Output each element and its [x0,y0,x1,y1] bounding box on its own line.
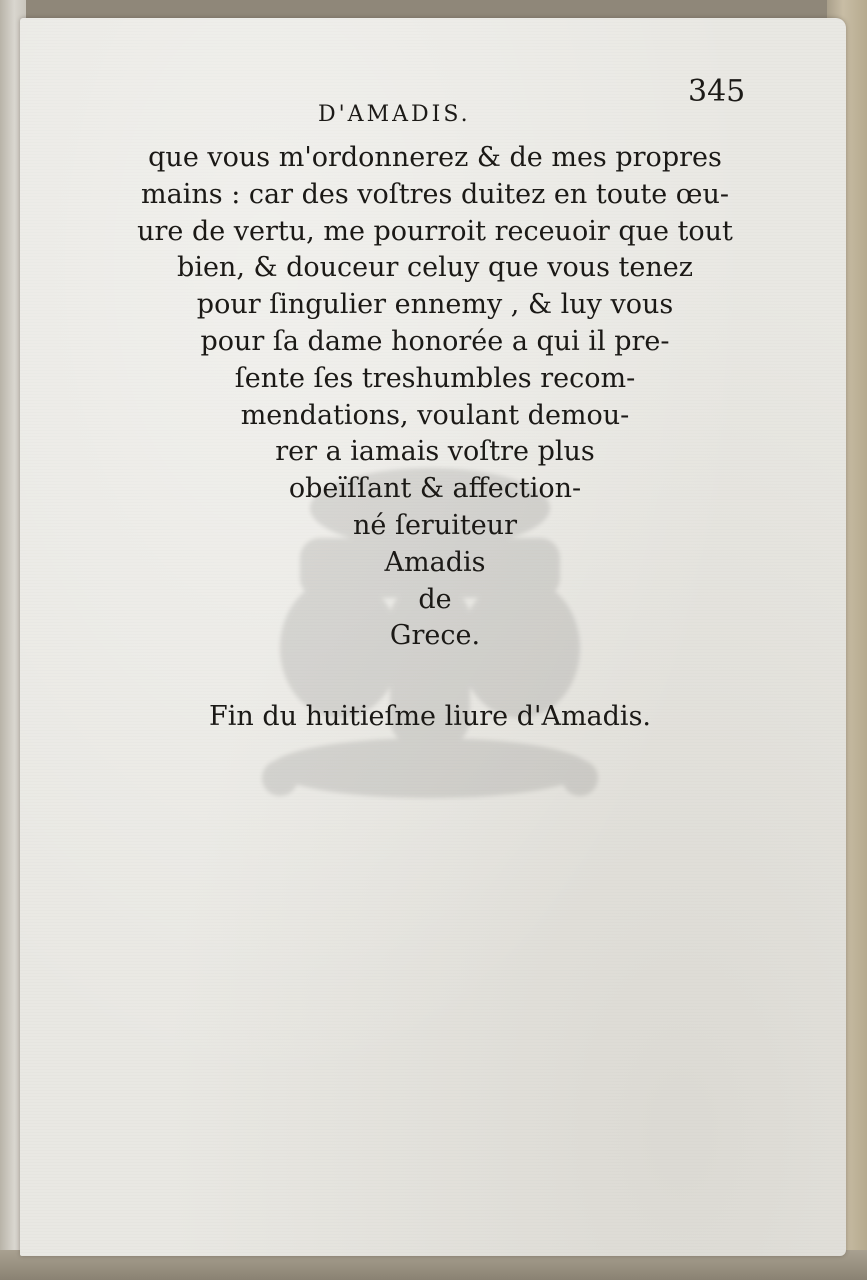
page-number: 345 [688,74,746,109]
body-text [120,140,750,655]
book-page [20,18,846,1256]
text-line: ſente ſes treshumbles recom- [234,362,636,394]
text-line: de [418,583,452,615]
text-line: né ſeruiteur [353,509,517,541]
running-head: D'AMADIS. [318,102,471,127]
text-line: bien, & douceur celuy que vous tenez [177,252,693,284]
text-line: mains : car des voſtres duitez en toute œu- [141,178,729,210]
text-line: Amadis [384,546,486,578]
text-line: Grece. [389,620,481,652]
text-line: rer a iamais voſtre plus [275,436,595,468]
text-line: pour ſa dame honorée a qui il pre- [200,325,670,357]
text-line: que vous m'ordonnerez & de mes propres [148,142,722,173]
colophon: Fin du huitieſme liure d'Amadis. [208,701,652,732]
text-line: ure de vertu, me pourroit receuoir que tout [137,215,733,247]
text-line: obeïſſant & affection- [288,473,582,505]
text-line: pour ſingulier ennemy , & luy vous [196,289,674,321]
text-line: mendations, voulant demou- [240,399,630,431]
